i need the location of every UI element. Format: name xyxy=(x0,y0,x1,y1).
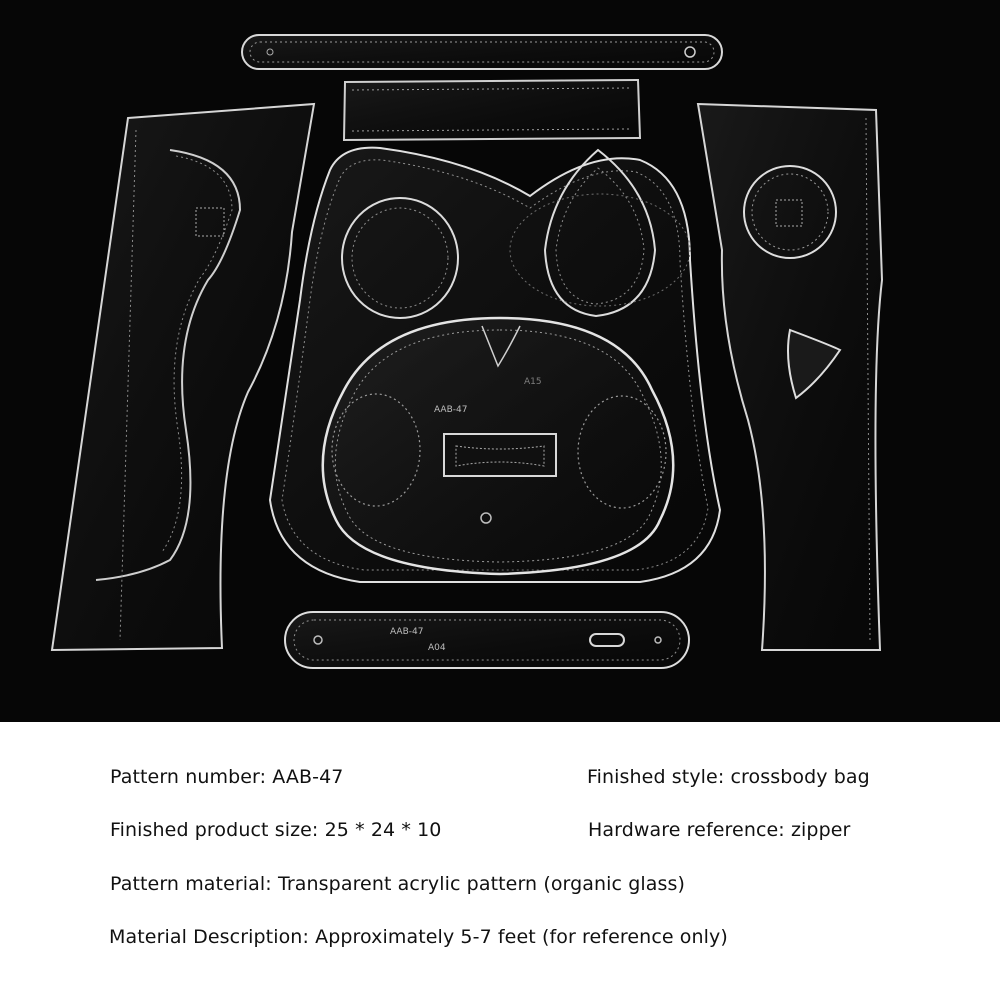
spec-label: Finished style: xyxy=(587,766,725,788)
piece-label-strap: AAB-47 xyxy=(390,627,424,637)
spec-value: Transparent acrylic pattern (organic glass) xyxy=(277,873,686,895)
bottom-strap-piece xyxy=(285,612,689,668)
spec-pattern-material xyxy=(110,873,685,895)
piece-label-main: AAB-47 xyxy=(434,405,468,415)
piece-label-strap-code: A04 xyxy=(428,643,446,653)
right-side-panel-piece xyxy=(698,104,882,650)
main-front-panel-piece xyxy=(323,318,673,574)
spec-value: crossbody bag xyxy=(730,766,870,788)
spec-label: Pattern number: xyxy=(110,766,267,788)
top-strap-piece xyxy=(242,35,722,69)
left-side-panel-piece xyxy=(52,104,314,650)
spec-finished-size xyxy=(110,819,441,841)
spec-value: AAB-47 xyxy=(272,766,344,788)
spec-label: Hardware reference: xyxy=(588,819,785,841)
spec-value: zipper xyxy=(790,819,851,841)
spec-label: Finished product size: xyxy=(110,819,319,841)
zipper-panel-piece xyxy=(344,80,640,140)
spec-material-description xyxy=(109,926,728,948)
spec-hardware-reference xyxy=(588,819,850,841)
spec-label: Pattern material: xyxy=(110,873,272,895)
spec-label: Material Description: xyxy=(109,926,309,948)
spec-value: Approximately 5-7 feet (for reference only) xyxy=(315,926,728,948)
spec-pattern-number xyxy=(110,766,343,788)
spec-finished-style xyxy=(587,766,870,788)
spec-value: 25 * 24 * 10 xyxy=(324,819,442,841)
